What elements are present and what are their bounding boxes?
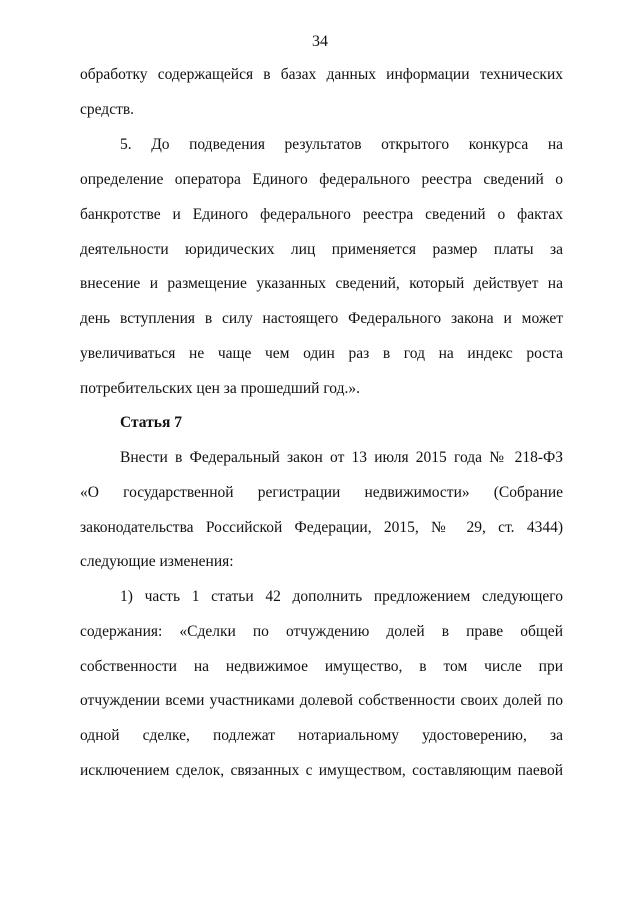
page-number: 34: [312, 33, 328, 50]
text-line: «О государственной регистрации недвижимости» (Собрание: [80, 484, 563, 501]
paragraph-first-line: 5. До подведения результатов открытого конкурса на: [120, 136, 563, 153]
text-line: деятельности юридических лиц применяется размер платы за: [80, 241, 563, 258]
text-line: отчуждении всеми участниками долевой собственности своих долей по: [80, 692, 563, 709]
text-line: содержания: «Сделки по отчуждению долей в праве общей: [80, 623, 563, 640]
text-line: день вступления в силу настоящего Федерального закона и может: [80, 310, 563, 327]
text-line: следующие изменения:: [80, 553, 234, 570]
list-item-first-line: 1) часть 1 статьи 42 дополнить предложением следующего: [120, 588, 563, 605]
text-line: обработку содержащейся в базах данных информации технических: [80, 66, 563, 83]
text-line: внесение и размещение указанных сведений, который действует на: [80, 275, 563, 292]
text-line: определение оператора Единого федерального реестра сведений о: [80, 171, 563, 188]
text-line: потребительских цен за прошедший год.».: [80, 380, 360, 397]
paragraph-first-line: Внести в Федеральный закон от 13 июля 2015 года № 218-ФЗ: [120, 449, 563, 466]
text-line: законодательства Российской Федерации, 2015, № 29, ст. 4344): [80, 519, 563, 536]
article-heading: Статья 7: [120, 414, 182, 431]
text-line: увеличиваться не чаще чем один раз в год на индекс роста: [80, 345, 563, 362]
text-line: собственности на недвижимое имущество, в том числе при: [80, 658, 563, 675]
text-line: банкротстве и Единого федерального реестра сведений о фактах: [80, 206, 563, 223]
text-line: средств.: [80, 101, 135, 118]
text-line: исключением сделок, связанных с имуществом, составляющим паевой: [80, 762, 563, 779]
text-line: одной сделке, подлежат нотариальному удостоверению, за: [80, 727, 563, 744]
